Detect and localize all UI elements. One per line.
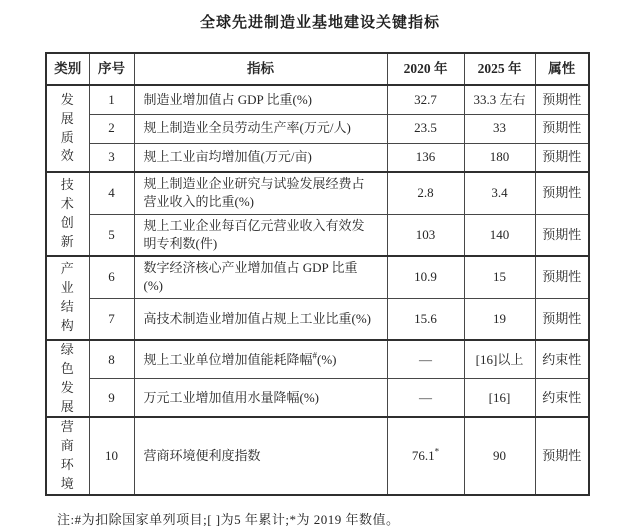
indicator-cell: 营商环境便利度指数 xyxy=(134,417,387,494)
indicator-table xyxy=(45,52,590,496)
table-row xyxy=(46,85,589,114)
header-row xyxy=(46,53,589,85)
value-2025-cell: 19 xyxy=(464,298,535,340)
value-2025-cell: 180 xyxy=(464,143,535,172)
header-cell-2020: 2020 年 xyxy=(387,53,464,85)
indicator-text-tail: (%) xyxy=(317,351,337,367)
header-cell-attribute: 属性 xyxy=(535,53,589,85)
attribute-cell: 预期性 xyxy=(535,298,589,340)
table-row xyxy=(46,114,589,143)
category-label: 营商环境 xyxy=(60,419,75,491)
attribute-cell: 预期性 xyxy=(535,417,589,494)
indicator-cell: 数字经济核心产业增加值占 GDP 比重(%) xyxy=(134,256,387,298)
row-number-cell: 6 xyxy=(89,256,134,298)
indicator-cell: 高技术制造业增加值占规上工业比重(%) xyxy=(134,298,387,340)
footnote-hash-mark: # xyxy=(312,350,318,361)
table-row xyxy=(46,172,589,214)
value-2020-cell: 2.8 xyxy=(387,172,464,214)
attribute-cell: 预期性 xyxy=(535,256,589,298)
table-row xyxy=(46,214,589,256)
row-number-cell: 7 xyxy=(89,298,134,340)
table-row xyxy=(46,379,589,418)
table-row xyxy=(46,256,589,298)
page-title: 全球先进制造业基地建设关键指标 xyxy=(199,14,440,31)
value-2025-cell: 3.4 xyxy=(464,172,535,214)
value-2025-cell: 90 xyxy=(464,417,535,494)
attribute-cell: 预期性 xyxy=(535,114,589,143)
row-number-cell: 2 xyxy=(89,114,134,143)
category-cell xyxy=(46,417,89,494)
value-2025-cell: 33 xyxy=(464,114,535,143)
value-2025-cell: 15 xyxy=(464,256,535,298)
value-2020-cell: 32.7 xyxy=(387,85,464,114)
indicator-cell: 规上工业企业每百亿元营业收入有效发明专利数(件) xyxy=(134,214,387,256)
indicator-cell: 制造业增加值占 GDP 比重(%) xyxy=(134,85,387,114)
header-cell-indicator: 指标 xyxy=(134,53,387,85)
category-cell xyxy=(46,340,89,417)
row-number-cell: 4 xyxy=(89,172,134,214)
table-row xyxy=(46,340,589,379)
attribute-cell: 预期性 xyxy=(535,172,589,214)
row-number-cell: 10 xyxy=(89,417,134,494)
value-2025-cell: 33.3 左右 xyxy=(464,85,535,114)
indicator-cell: 规上制造业全员劳动生产率(万元/人) xyxy=(134,114,387,143)
attribute-cell: 预期性 xyxy=(535,143,589,172)
indicator-cell: 万元工业增加值用水量降幅(%) xyxy=(134,379,387,418)
table-row xyxy=(46,417,589,494)
attribute-cell: 预期性 xyxy=(535,214,589,256)
value-2020-cell: 10.9 xyxy=(387,256,464,298)
row-number-cell: 8 xyxy=(89,340,134,379)
row-number-cell: 3 xyxy=(89,143,134,172)
indicator-cell: 规上制造业企业研究与试验发展经费占营业收入的比重(%) xyxy=(134,172,387,214)
value-2025-cell: [16] xyxy=(464,379,535,418)
category-label: 产业结构 xyxy=(60,261,75,333)
attribute-cell: 预期性 xyxy=(535,85,589,114)
value-2020-cell: 136 xyxy=(387,143,464,172)
category-cell xyxy=(46,85,89,172)
header-cell-2025: 2025 年 xyxy=(464,53,535,85)
value-2025-cell: 140 xyxy=(464,214,535,256)
indicator-text: 规上工业单位增加值能耗降幅 xyxy=(143,351,313,367)
value-2020-cell: 103 xyxy=(387,214,464,256)
value-2025-cell: [16]以上 xyxy=(464,340,535,379)
table-row xyxy=(46,143,589,172)
value-2020-cell: 15.6 xyxy=(387,298,464,340)
category-label: 技术创新 xyxy=(60,177,75,249)
row-number-cell: 5 xyxy=(89,214,134,256)
category-label: 发展质效 xyxy=(60,91,75,164)
table-row xyxy=(46,298,589,340)
value-2020-text: 76.1 xyxy=(411,447,435,463)
attribute-cell: 约束性 xyxy=(535,340,589,379)
category-cell xyxy=(46,256,89,340)
attribute-cell: 约束性 xyxy=(535,379,589,418)
row-number-cell: 1 xyxy=(89,85,134,114)
row-number-cell: 9 xyxy=(89,379,134,418)
indicator-cell xyxy=(134,340,387,379)
value-2020-cell xyxy=(387,417,464,494)
footnote-asterisk-mark: * xyxy=(434,446,440,457)
footnote: 注:#为扣除国家单列项目;[ ]为5 年累计;*为 2019 年数值。 xyxy=(57,511,400,527)
indicator-cell: 规上工业亩均增加值(万元/亩) xyxy=(134,143,387,172)
value-2020-cell: — xyxy=(387,379,464,418)
header-cell-no: 序号 xyxy=(89,53,134,85)
category-cell xyxy=(46,172,89,256)
header-cell-category: 类别 xyxy=(46,53,89,85)
value-2020-cell: 23.5 xyxy=(387,114,464,143)
category-label: 绿色发展 xyxy=(60,342,75,414)
value-2020-cell: — xyxy=(387,340,464,379)
